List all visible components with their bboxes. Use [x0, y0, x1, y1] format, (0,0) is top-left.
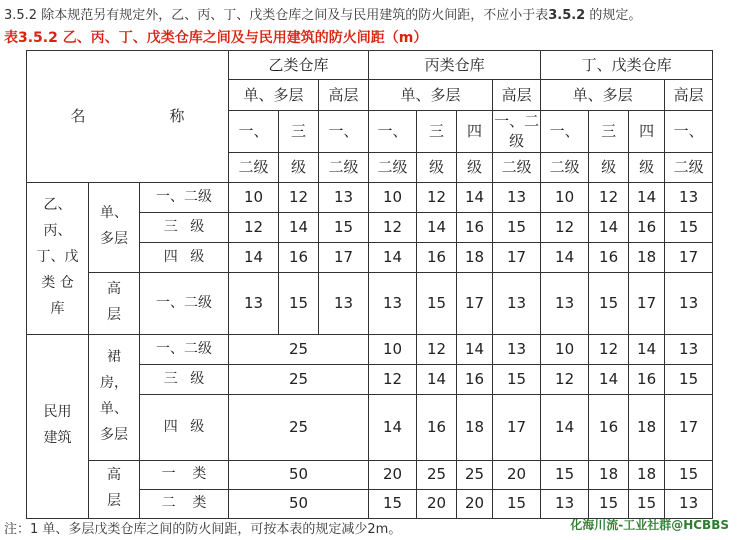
- cell: 13: [493, 272, 541, 334]
- row-group-civil: [27, 334, 89, 518]
- row-group-civil-line: 建筑: [43, 430, 72, 446]
- header-d-grade3-bottom: 级: [589, 152, 629, 182]
- header-row-1: [27, 51, 713, 80]
- row-group-warehouse-char: 丁、戊: [36, 249, 79, 266]
- row-label-grade12: 一、二级: [140, 272, 229, 334]
- cell: 15: [629, 489, 665, 518]
- cell: 14: [457, 334, 493, 364]
- header-d-high: 高层: [665, 80, 713, 111]
- row-civil-high-line: 高: [107, 467, 121, 484]
- cell: 14: [369, 242, 417, 272]
- cell: 16: [457, 364, 493, 394]
- cell: 20: [369, 460, 417, 489]
- header-b-multi: 单、多层: [229, 80, 319, 111]
- cell: 14: [279, 212, 319, 242]
- header-c-high-grade12-bottom: 二级: [493, 152, 541, 182]
- header-b-grade12-top: 一、: [229, 111, 279, 153]
- cell: 12: [541, 212, 589, 242]
- clause-table-ref: 3.5.2: [548, 8, 586, 23]
- cell: 13: [665, 334, 713, 364]
- row-group-warehouse-char: 仓: [59, 274, 74, 291]
- row-warehouse-multi: [89, 182, 140, 272]
- header-c-multi: 单、多层: [369, 80, 493, 111]
- header-c-grade3-top: 三: [417, 111, 457, 153]
- cell: 15: [493, 364, 541, 394]
- cell: 25: [457, 460, 493, 489]
- cell: 12: [279, 182, 319, 212]
- cell: 13: [541, 272, 589, 334]
- cell: 13: [665, 272, 713, 334]
- row-civil-high-line: 层: [107, 493, 121, 509]
- cell: 18: [457, 242, 493, 272]
- header-d-high-grade12-top: 一、: [665, 111, 713, 153]
- cell: 25: [229, 334, 369, 364]
- cell: 20: [493, 460, 541, 489]
- row-group-warehouse-char: 乙: [43, 197, 58, 214]
- row-label-class1: 一类: [140, 460, 229, 489]
- table-title: 表3.5.2 乙、丙、丁、戊类仓库之间及与民用建筑的防火间距（m）: [4, 30, 428, 46]
- row-warehouse-high: [89, 272, 140, 334]
- header-group-d: 丁、戊类仓库: [541, 51, 713, 80]
- header-d-multi: 单、多层: [541, 80, 665, 111]
- row-label-grade3: 三级: [140, 212, 229, 242]
- cell: 15: [417, 272, 457, 334]
- row-group-warehouse-char: 丙: [43, 223, 58, 240]
- cell: 14: [589, 364, 629, 394]
- row-civil-high: [89, 460, 140, 518]
- row-label-grade4: 四级: [140, 394, 229, 460]
- header-b-high-grade12-top: 一、: [319, 111, 369, 153]
- row-group-warehouse-char: 、: [57, 197, 72, 214]
- cell: 16: [629, 364, 665, 394]
- cell: 10: [541, 182, 589, 212]
- header-d-grade4-top: 四: [629, 111, 665, 153]
- cell: 25: [417, 460, 457, 489]
- row-warehouse-high-line: 高: [107, 281, 121, 298]
- cell: 16: [629, 212, 665, 242]
- table-row: [27, 460, 713, 489]
- cell: 18: [629, 460, 665, 489]
- header-b-grade3-bottom: 级: [279, 152, 319, 182]
- cell: 13: [665, 489, 713, 518]
- cell: 15: [589, 272, 629, 334]
- cell: 25: [229, 364, 369, 394]
- cell: 12: [541, 364, 589, 394]
- row-civil-podium-line: 单、: [100, 401, 128, 417]
- row-label-class2: 二类: [140, 489, 229, 518]
- cell: 17: [629, 272, 665, 334]
- cell: 13: [493, 182, 541, 212]
- table-row: [27, 182, 713, 212]
- clause-text-after: 的规定。: [585, 8, 642, 23]
- cell: 13: [319, 272, 369, 334]
- cell: 12: [229, 212, 279, 242]
- cell: 14: [541, 242, 589, 272]
- table-row: [27, 334, 713, 364]
- row-label-grade4: 四级: [140, 242, 229, 272]
- cell: 16: [417, 394, 457, 460]
- cell: 15: [279, 272, 319, 334]
- cell: 15: [665, 460, 713, 489]
- cell: 18: [589, 460, 629, 489]
- clause-text-before: 除本规范另有规定外，乙、丙、丁、戊类仓库之间及与民用建筑的防火间距，不应小于表: [37, 8, 549, 23]
- row-warehouse-multi-line: 多层: [100, 231, 128, 247]
- cell: 13: [319, 182, 369, 212]
- header-d-grade12-bottom: 二级: [541, 152, 589, 182]
- cell: 25: [229, 394, 369, 460]
- cell: 15: [369, 489, 417, 518]
- row-label-grade12: 一、二级: [140, 334, 229, 364]
- cell: 14: [589, 212, 629, 242]
- header-c-grade4-bottom: 级: [457, 152, 493, 182]
- cell: 10: [229, 182, 279, 212]
- cell: 15: [541, 460, 589, 489]
- cell: 15: [665, 364, 713, 394]
- row-civil-podium-line: 多层: [100, 426, 128, 443]
- cell: 15: [493, 212, 541, 242]
- cell: 18: [629, 394, 665, 460]
- header-c-high: 高层: [493, 80, 541, 111]
- row-warehouse-multi-line: 单、: [100, 205, 128, 222]
- cell: 12: [369, 364, 417, 394]
- fire-distance-table: [26, 50, 713, 519]
- cell: 18: [629, 242, 665, 272]
- row-label-grade12: 一、二级: [140, 182, 229, 212]
- row-civil-podium-line: 房，: [100, 375, 128, 392]
- cell: 16: [589, 394, 629, 460]
- header-c-grade12-top: 一、: [369, 111, 417, 153]
- cell: 12: [589, 182, 629, 212]
- header-c-grade3-bottom: 级: [417, 152, 457, 182]
- watermark: 化海川流-工业社群@HCBBS: [570, 518, 729, 532]
- cell: 13: [369, 272, 417, 334]
- header-name: 名 称: [27, 51, 229, 183]
- cell: 17: [493, 242, 541, 272]
- header-b-grade12-bottom: 二级: [229, 152, 279, 182]
- cell: 17: [457, 272, 493, 334]
- table-note: 注：1 单、多层戊类仓库之间的防火间距，可按本表的规定减少2m。: [4, 522, 402, 537]
- cell: 13: [665, 182, 713, 212]
- cell: 12: [589, 334, 629, 364]
- cell: 18: [457, 394, 493, 460]
- cell: 17: [665, 242, 713, 272]
- cell: 16: [417, 242, 457, 272]
- row-group-warehouse-char: 类: [41, 274, 56, 291]
- cell: 14: [629, 182, 665, 212]
- cell: 14: [229, 242, 279, 272]
- cell: 50: [229, 489, 369, 518]
- row-group-warehouse-char: 库: [50, 300, 65, 317]
- header-d-high-grade12-bottom: 二级: [665, 152, 713, 182]
- cell: 13: [493, 334, 541, 364]
- header-d-grade3-top: 三: [589, 111, 629, 153]
- header-b-high: 高层: [319, 80, 369, 111]
- cell: 12: [369, 212, 417, 242]
- header-d-grade4-bottom: 级: [629, 152, 665, 182]
- cell: 50: [229, 460, 369, 489]
- row-warehouse-high-line: 层: [107, 307, 121, 323]
- header-group-c: 丙类仓库: [369, 51, 541, 80]
- cell: 14: [541, 394, 589, 460]
- cell: 17: [319, 242, 369, 272]
- cell: 14: [417, 212, 457, 242]
- header-b-grade3-top: 三: [279, 111, 319, 153]
- header-c-grade4-top: 四: [457, 111, 493, 153]
- cell: 20: [457, 489, 493, 518]
- header-c-high-grade12-top: 一、二级: [494, 112, 540, 151]
- cell: 12: [417, 334, 457, 364]
- clause-intro: [4, 4, 641, 23]
- cell: 20: [417, 489, 457, 518]
- cell: 17: [493, 394, 541, 460]
- cell: 15: [589, 489, 629, 518]
- cell: 10: [369, 334, 417, 364]
- header-c-grade12-bottom: 二级: [369, 152, 417, 182]
- row-civil-podium-line: 裙: [107, 349, 121, 366]
- row-civil-podium: [89, 334, 140, 460]
- cell: 10: [369, 182, 417, 212]
- cell: 15: [665, 212, 713, 242]
- row-group-warehouse-char: 、: [57, 223, 72, 240]
- table-row: [27, 272, 713, 334]
- header-d-grade12-top: 一、: [541, 111, 589, 153]
- cell: 14: [417, 364, 457, 394]
- header-group-b: 乙类仓库: [229, 51, 369, 80]
- row-label-grade3: 三级: [140, 364, 229, 394]
- cell: 17: [665, 394, 713, 460]
- cell: 16: [589, 242, 629, 272]
- header-b-high-grade12-bottom: 二级: [319, 152, 369, 182]
- clause-number: 3.5.2: [4, 8, 38, 23]
- cell: 16: [279, 242, 319, 272]
- cell: 13: [229, 272, 279, 334]
- cell: 14: [457, 182, 493, 212]
- row-group-warehouse: [27, 182, 89, 334]
- cell: 14: [629, 334, 665, 364]
- cell: 15: [319, 212, 369, 242]
- cell: 13: [541, 489, 589, 518]
- cell: 12: [417, 182, 457, 212]
- cell: 15: [493, 489, 541, 518]
- cell: 10: [541, 334, 589, 364]
- cell: 16: [457, 212, 493, 242]
- cell: 14: [369, 394, 417, 460]
- row-group-civil-line: 民用: [43, 404, 72, 421]
